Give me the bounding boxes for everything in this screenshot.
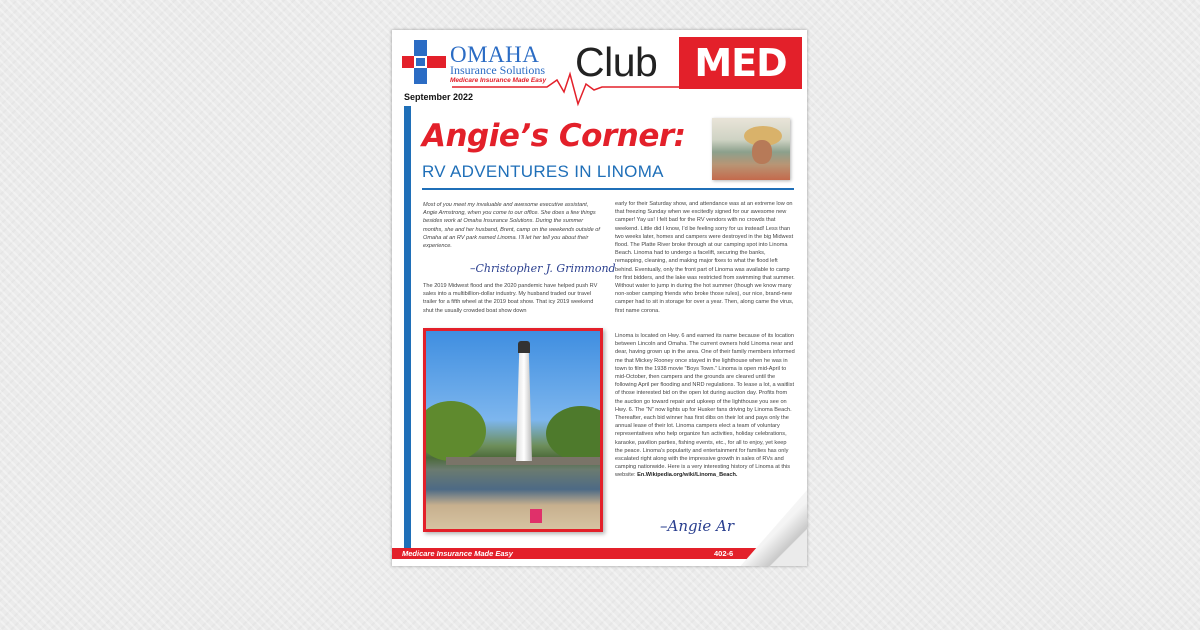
footer-tagline: Medicare Insurance Made Easy (402, 549, 513, 558)
logo-subtitle: Insurance Solutions (450, 63, 545, 77)
paragraph-2: early for their Saturday show, and attendance was at an extreme low on that freezing Sunday when we excitedly signed for our awesome new camper! Yay us! I felt bad for the RV vendors with no crowds that weekend. Little did I know, I’d be feeling sorry for us instead! Less than two weeks later, homes and campers were destroyed in the big Midwest flood. The Platte River broke through at our camping spot into Linoma Beach. Linoma had to undergo a facelift, securing the banks, remapping, cleaning, and making major fixes to what the flood left behind. Eventually, only the front part of Linoma was available to camp for first bidders, and the lake was restricted from swimming that summer. Without water to jump in during the hot summer (though we know many non-sober camping friends who broke those rules), our nice, brand-new camper had to sit in storage for over a year. Then, along came the virus, first name corona. (615, 201, 795, 314)
logo-cross-center-blue (416, 58, 425, 66)
footer-phone: 402-6 (714, 549, 734, 558)
side-accent-bar (404, 106, 411, 550)
paragraph-3 (615, 332, 795, 480)
lighthouse-photo (423, 328, 603, 532)
red-drum (530, 509, 542, 523)
face-shape (752, 140, 772, 164)
article-subtitle: RV ADVENTURES IN LINOMA (422, 162, 664, 181)
paragraph-3-text: Linoma is located on Hwy. 6 and earned its name because of its location between Lincoln and Omaha. The current owners hold Linoma near and dear, having grown up in the area. One of their family members informed me that Mickey Rooney once stayed in the lighthouse when he was in town to film the 1938 movie “Boys Town.” Linoma is open mid-April to mid-October, then campers and the grounds are cleared until the following April per flooding and NRD regulations. To lease a lot, a waitlist of those interested bid on the open lot during auction day. Profits from the auction go toward repair and upkeep of the lighthouse you see on Hwy. 6. The “N” now lights up for Husker fans driving by Linoma Beach. Thereafter, each bid winner has first dibs on their lot and pays only the annual lease of their lot. Linoma campers elect a team of voluntary representatives who help organize fun activities, holiday celebrations, karaoke, pavilion parties, fishing events, etc., for all to enjoy, yet keep the peace. Linoma’s popularity and entertainment for families has only escalated right along with the impressive growth in sales of RVs and camping nationwide. Here is a very interesting history of Linoma at this website: (615, 333, 795, 479)
issue-date: September 2022 (404, 92, 474, 102)
title-divider (422, 188, 794, 190)
wikipedia-link[interactable]: En.Wikipedia.org/wiki/Linoma_Beach. (637, 472, 738, 479)
author-photo (712, 118, 790, 180)
lighthouse-tower (516, 351, 532, 461)
tree-shape (423, 401, 486, 461)
intro-signature: –Christopher J. Grimmond (470, 262, 616, 275)
newsletter-page (392, 30, 807, 566)
tree-shape (546, 406, 603, 461)
article-title: Angie’s Corner: (422, 118, 686, 154)
logo-name: OMAHA (450, 42, 540, 67)
masthead-club: Club (575, 39, 658, 85)
logo-tagline: Medicare Insurance Made Easy (450, 77, 547, 84)
lighthouse-lamp (518, 341, 530, 353)
paragraph-1: The 2019 Midwest flood and the 2020 pandemic have helped push RV sales into a multibillion-dollar industry. My husband traded our travel trailer for a fifth wheel at the 2019 boat show. That icy 2019 weekend shut the usually crowded boat show down (423, 283, 598, 314)
masthead-med: MED (679, 37, 802, 89)
author-signature: –Angie Ar (660, 517, 735, 535)
intro-paragraph: Most of you meet my invaluable and awesome executive assistant, Angie Armstrong, when you come to our office. She does a few things besides work at Omaha Insurance Solutions. During the summer months, she and her husband, Brent, camp on the weekends outside of Omaha at an RV park named Linoma. I’ll let her tell you about their experience. (423, 202, 600, 250)
